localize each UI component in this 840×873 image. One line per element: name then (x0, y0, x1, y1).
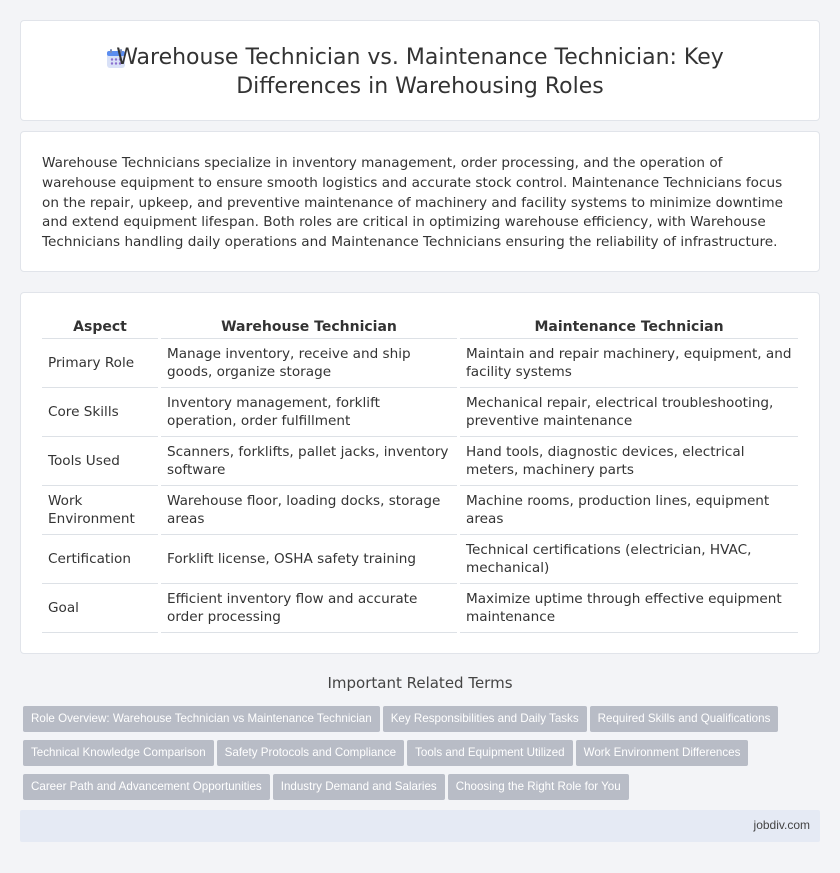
table-cell: Maintain and repair machinery, equipment, and facility systems (459, 339, 799, 388)
table-row (42, 388, 798, 437)
comparison-table-card (20, 292, 820, 654)
column-header: Aspect (42, 311, 160, 339)
related-term-tag[interactable]: Tools and Equipment Utilized (407, 740, 573, 766)
table-row (42, 584, 798, 633)
table-cell: Certification (42, 535, 160, 584)
table-cell: Forklift license, OSHA safety training (160, 535, 459, 584)
table-cell: Goal (42, 584, 160, 633)
table-row (42, 339, 798, 388)
related-term-tag[interactable]: Career Path and Advancement Opportunities (23, 774, 270, 800)
related-term-tag[interactable]: Choosing the Right Role for You (448, 774, 629, 800)
related-term-tag[interactable]: Role Overview: Warehouse Technician vs Maintenance Technician (23, 706, 380, 732)
table-cell: Manage inventory, receive and ship goods, organize storage (160, 339, 459, 388)
table-cell: Work Environment (42, 486, 160, 535)
related-term-tag[interactable]: Safety Protocols and Compliance (217, 740, 404, 766)
table-cell: Warehouse floor, loading docks, storage areas (160, 486, 459, 535)
table-cell: Inventory management, forklift operation, order fulfillment (160, 388, 459, 437)
table-cell: Primary Role (42, 339, 160, 388)
footer (20, 810, 820, 842)
related-term-tag[interactable]: Industry Demand and Salaries (273, 774, 445, 800)
related-term-tag[interactable]: Required Skills and Qualifications (590, 706, 779, 732)
title-card (20, 20, 820, 121)
intro-card (20, 131, 820, 272)
column-header: Warehouse Technician (160, 311, 459, 339)
table-cell: Maximize uptime through effective equipment maintenance (459, 584, 799, 633)
table-cell: Technical certifications (electrician, HVAC, mechanical) (459, 535, 799, 584)
related-terms-heading: Important Related Terms (327, 674, 513, 692)
table-row (42, 437, 798, 486)
table-cell: Machine rooms, production lines, equipment areas (459, 486, 799, 535)
table-cell: Mechanical repair, electrical troubleshooting, preventive maintenance (459, 388, 799, 437)
table-header-row (42, 311, 798, 339)
footer-site-link[interactable]: jobdiv.com (753, 818, 810, 832)
column-header: Maintenance Technician (459, 311, 799, 339)
table-row (42, 486, 798, 535)
related-term-tag[interactable]: Technical Knowledge Comparison (23, 740, 214, 766)
comparison-table (42, 311, 798, 633)
intro-paragraph: Warehouse Technicians specialize in inventory management, order processing, and the operation of warehouse equipment to ensure smooth logistics and accurate stock control. Maintenance Technicians focus on the repair, upkeep, and preventive maintenance of machinery and facility systems to minimize downtime and extend equipment lifespan. Both roles are critical in optimizing warehouse efficiency, with Warehouse Technicians handling daily operations and Maintenance Technicians ensuring the reliability of infrastructure. (42, 155, 784, 251)
page-title: Warehouse Technician vs. Maintenance Technician: Key Differences in Warehousing Roles (116, 45, 724, 99)
table-row (42, 535, 798, 584)
related-term-tag[interactable]: Key Responsibilities and Daily Tasks (383, 706, 587, 732)
table-cell: Hand tools, diagnostic devices, electrical meters, machinery parts (459, 437, 799, 486)
table-cell: Scanners, forklifts, pallet jacks, inventory software (160, 437, 459, 486)
table-cell: Tools Used (42, 437, 160, 486)
table-cell: Core Skills (42, 388, 160, 437)
related-terms-tags (23, 706, 823, 808)
related-term-tag[interactable]: Work Environment Differences (576, 740, 749, 766)
table-cell: Efficient inventory flow and accurate order processing (160, 584, 459, 633)
